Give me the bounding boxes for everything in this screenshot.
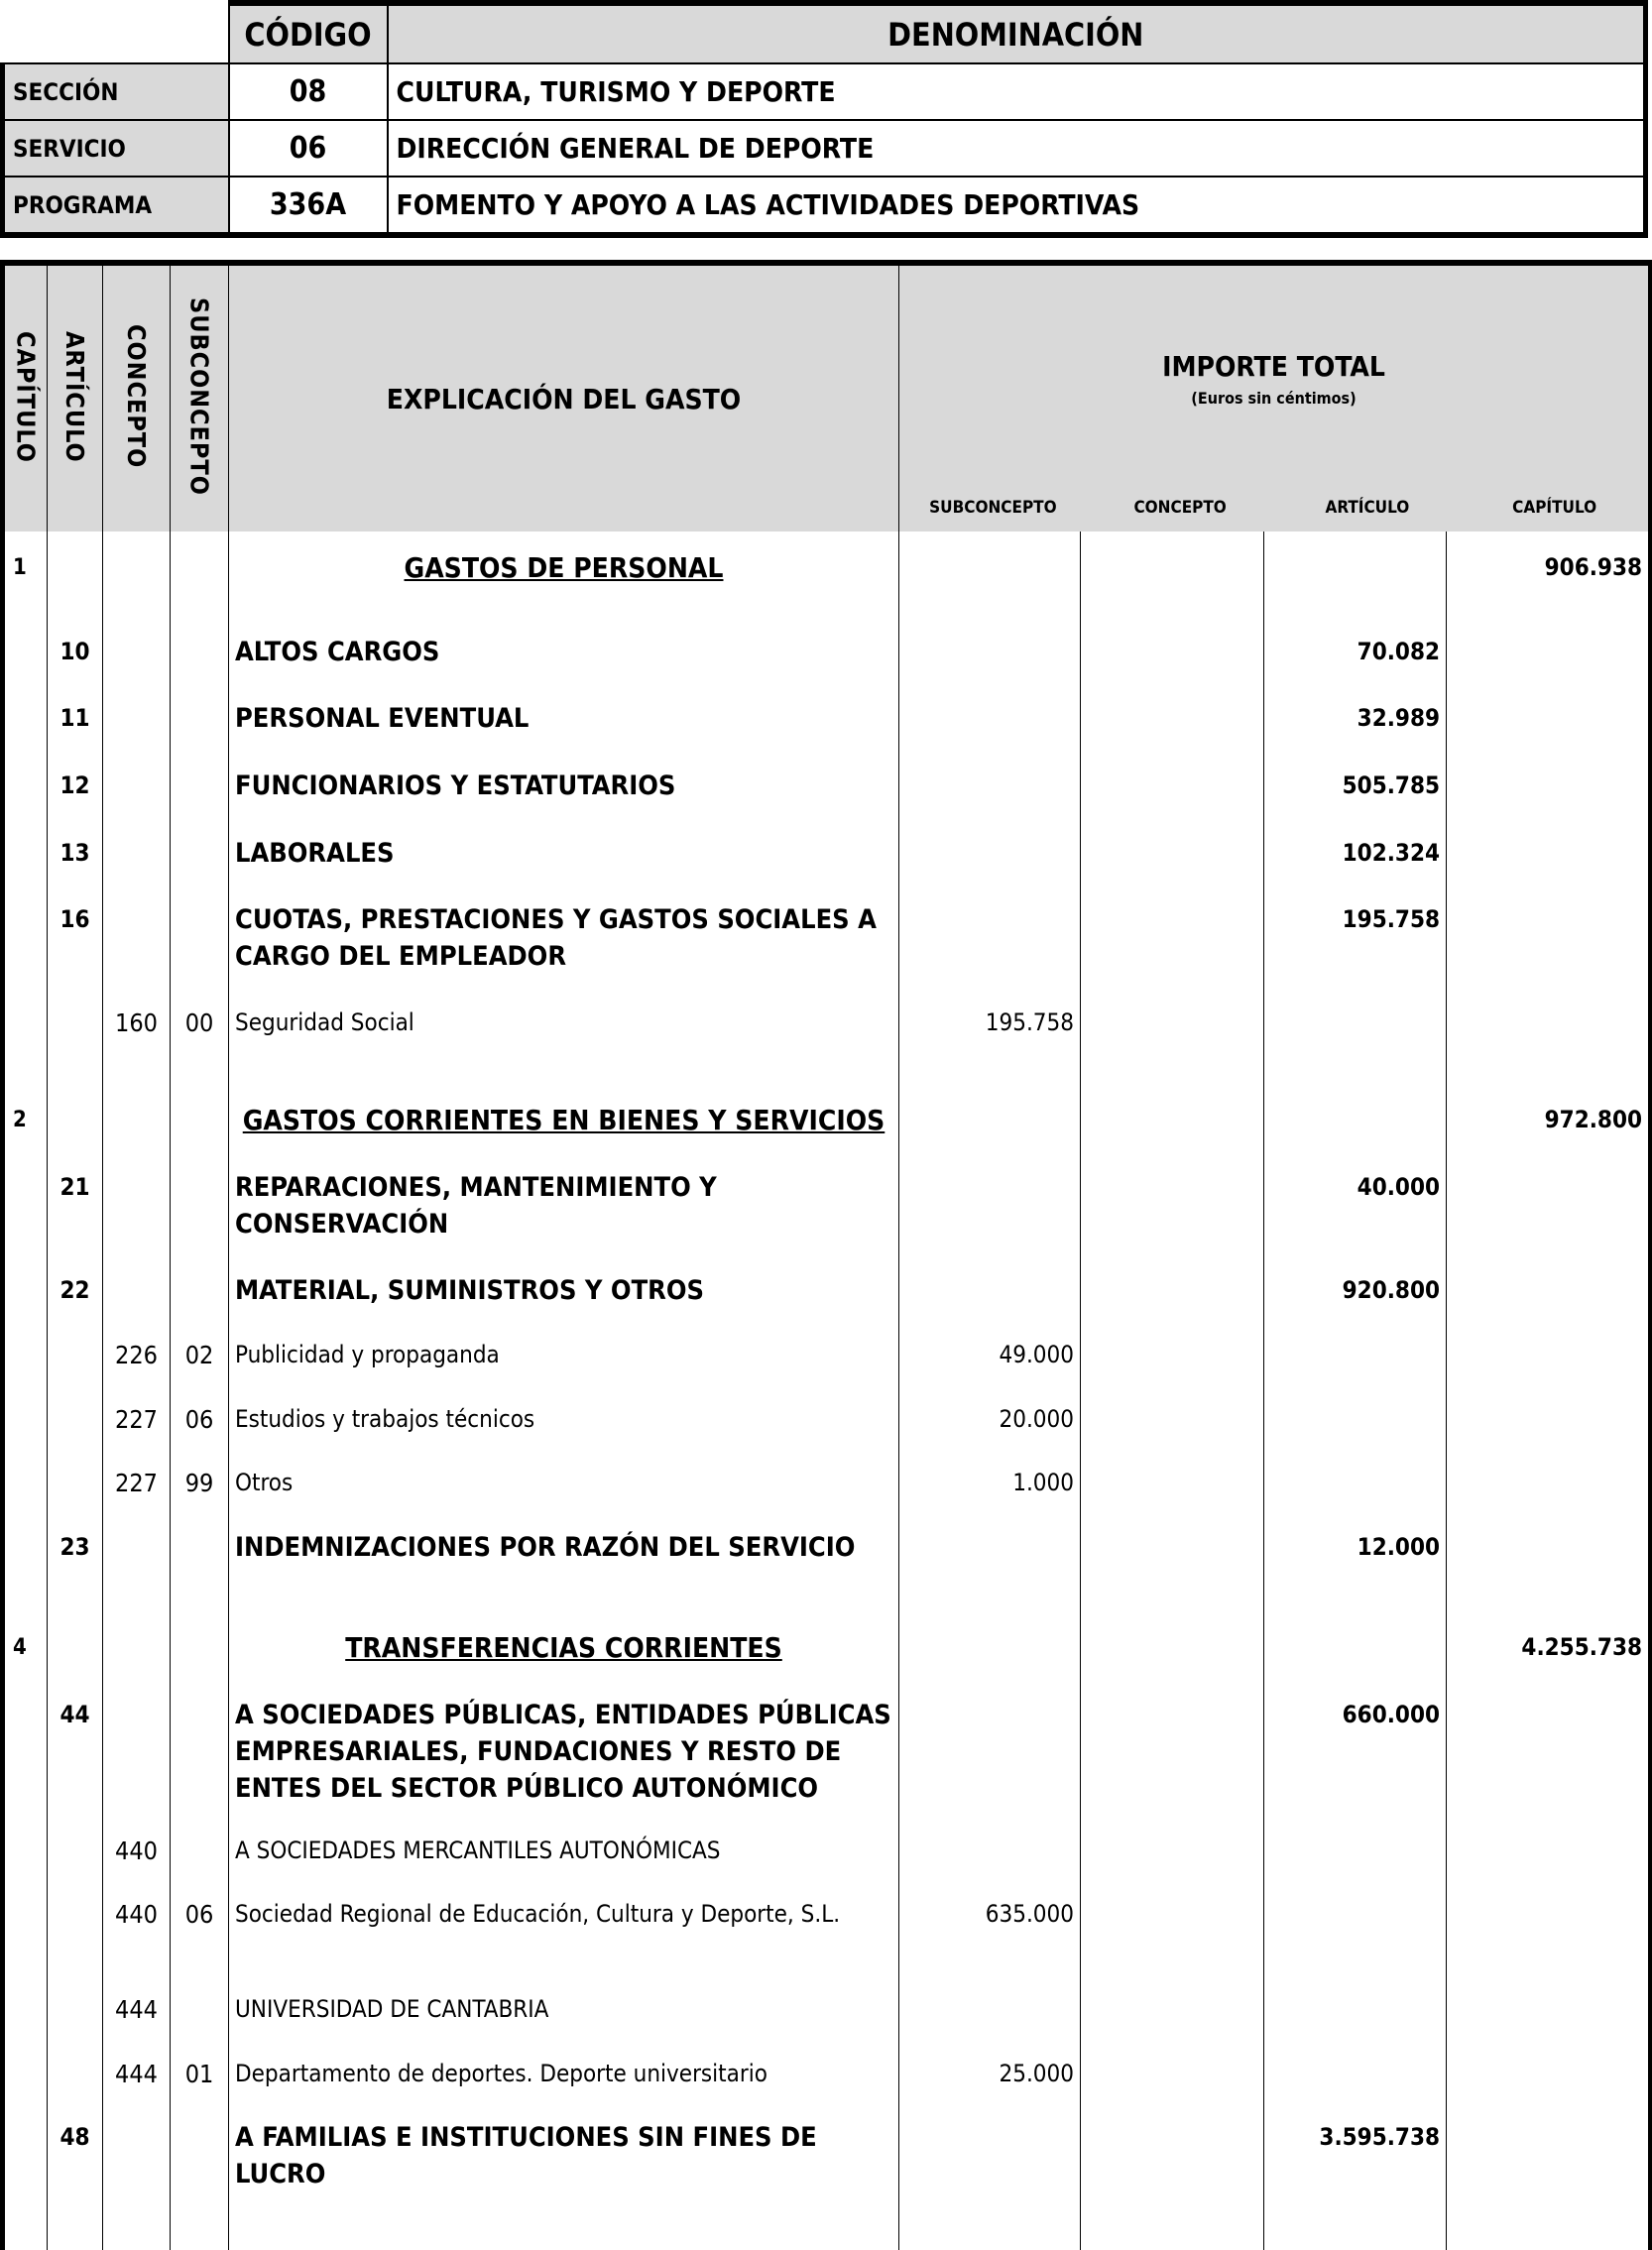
concepto-cell: [103, 532, 171, 616]
concepto-cell: [103, 1254, 171, 1319]
concepto-amount: [1081, 987, 1264, 1084]
articulo-amount: [1264, 1383, 1447, 1447]
subconcepto-amount: [899, 1511, 1081, 1611]
concepto-amount: [1081, 1151, 1264, 1254]
concepto-amount: [1081, 884, 1264, 987]
concepto-amount: [1081, 1611, 1264, 1679]
capitulo-amount: [1447, 2038, 1651, 2101]
articulo-amount: 12.000: [1264, 1511, 1447, 1611]
capitulo-cell: [3, 1151, 48, 1254]
concepto-cell: [103, 1151, 171, 1254]
article-row: [3, 817, 1651, 884]
concept-row: [3, 987, 1651, 1084]
concepto-amount: [1081, 817, 1264, 884]
subconcepto-cell: [171, 1679, 229, 1815]
amount-concepto-header: CONCEPTO: [1133, 498, 1227, 518]
capitulo-cell: [3, 1383, 48, 1447]
concepto-amount: [1081, 1254, 1264, 1319]
explicacion-cell: INDEMNIZACIONES POR RAZÓN DEL SERVICIO: [229, 1511, 899, 1611]
articulo-cell: 10: [48, 616, 103, 682]
concepto-amount: [1081, 1383, 1264, 1447]
explicacion-header: EXPLICACIÓN DEL GASTO: [229, 263, 899, 532]
articulo-amount: [1264, 987, 1447, 1084]
articulo-cell: [48, 1447, 103, 1511]
capitulo-amount: 906.938: [1447, 532, 1651, 616]
concepto-amount: [1081, 1878, 1264, 1973]
subconcepto-amount: [899, 532, 1081, 616]
capitulo-label: CAPÍTULO: [11, 330, 41, 463]
capitulo-cell: 2: [3, 1084, 48, 1151]
concepto-cell: 226: [103, 1319, 171, 1383]
concepto-cell: [103, 1611, 171, 1679]
subconcepto-cell: [171, 750, 229, 817]
articulo-amount: [1264, 1815, 1447, 1878]
concepto-cell: [103, 2101, 171, 2250]
articulo-cell: 12: [48, 750, 103, 817]
concepto-cell: [103, 682, 171, 750]
concepto-cell: [103, 1679, 171, 1815]
articulo-cell: 11: [48, 682, 103, 750]
concept-row: [3, 1383, 1651, 1447]
capitulo-amount: [1447, 1511, 1651, 1611]
blank-cell: [3, 3, 229, 63]
importe-header: [899, 263, 1651, 532]
chapter-row: [3, 1084, 1651, 1151]
explicacion-cell: REPARACIONES, MANTENIMIENTO Y CONSERVACIÓN: [229, 1151, 899, 1254]
capitulo-cell: [3, 1878, 48, 1973]
chapter-row: [3, 532, 1651, 616]
capitulo-amount: 4.255.738: [1447, 1611, 1651, 1679]
explicacion-cell: A SOCIEDADES PÚBLICAS, ENTIDADES PÚBLICAS EMPRESARIALES, FUNDACIONES Y RESTO DE ENTES DEL SECTOR PÚBLICO AUTONÓMICO: [229, 1679, 899, 1815]
articulo-amount: [1264, 1319, 1447, 1383]
row-code: 336A: [229, 177, 388, 235]
explicacion-cell: GASTOS DE PERSONAL: [229, 532, 899, 616]
concepto-amount: [1081, 750, 1264, 817]
articulo-cell: [48, 1973, 103, 2038]
subconcepto-cell: [171, 884, 229, 987]
concepto-amount: [1081, 1679, 1264, 1815]
subconcepto-amount: 20.000: [899, 1383, 1081, 1447]
concepto-cell: 444: [103, 2038, 171, 2101]
capitulo-amount: [1447, 1878, 1651, 1973]
capitulo-amount: 972.800: [1447, 1084, 1651, 1151]
concept-row: [3, 1878, 1651, 1973]
capitulo-cell: [3, 1511, 48, 1611]
concepto-cell: [103, 1084, 171, 1151]
capitulo-amount: [1447, 1973, 1651, 2038]
concepto-amount: [1081, 1319, 1264, 1383]
articulo-amount: 102.324: [1264, 817, 1447, 884]
concepto-cell: [103, 750, 171, 817]
subconcepto-amount: [899, 1815, 1081, 1878]
article-row: [3, 1511, 1651, 1611]
codigo-header: CÓDIGO: [229, 3, 388, 63]
concepto-amount: [1081, 2101, 1264, 2250]
capitulo-amount: [1447, 1319, 1651, 1383]
articulo-cell: 13: [48, 817, 103, 884]
capitulo-cell: [3, 1254, 48, 1319]
explicacion-cell: GASTOS CORRIENTES EN BIENES Y SERVICIOS: [229, 1084, 899, 1151]
concepto-cell: 440: [103, 1815, 171, 1878]
capitulo-amount: [1447, 884, 1651, 987]
row-name: FOMENTO Y APOYO A LAS ACTIVIDADES DEPORTIVAS: [388, 177, 1646, 235]
articulo-cell: 23: [48, 1511, 103, 1611]
subconcepto-cell: 99: [171, 1447, 229, 1511]
subconcepto-header: [171, 263, 229, 532]
capitulo-amount: [1447, 1447, 1651, 1511]
articulo-label: ARTÍCULO: [60, 330, 89, 463]
subconcepto-cell: 02: [171, 1319, 229, 1383]
concepto-cell: 440: [103, 1878, 171, 1973]
subconcepto-amount: [899, 2101, 1081, 2250]
articulo-amount: [1264, 1084, 1447, 1151]
explicacion-cell: Estudios y trabajos técnicos: [229, 1383, 899, 1447]
capitulo-cell: [3, 2101, 48, 2250]
capitulo-amount: [1447, 1679, 1651, 1815]
concepto-cell: [103, 1511, 171, 1611]
subconcepto-cell: [171, 1973, 229, 2038]
articulo-cell: [48, 987, 103, 1084]
articulo-amount: 505.785: [1264, 750, 1447, 817]
capitulo-cell: [3, 1447, 48, 1511]
concept-row: [3, 1973, 1651, 2038]
concepto-cell: 227: [103, 1447, 171, 1511]
explicacion-cell: TRANSFERENCIAS CORRIENTES: [229, 1611, 899, 1679]
articulo-amount: 32.989: [1264, 682, 1447, 750]
article-row: [3, 750, 1651, 817]
articulo-amount: 40.000: [1264, 1151, 1447, 1254]
amount-subconcepto-header: SUBCONCEPTO: [929, 498, 1057, 518]
capitulo-amount: [1447, 987, 1651, 1084]
servicio-row: [3, 120, 1646, 177]
subconcepto-amount: 635.000: [899, 1878, 1081, 1973]
row-code: 06: [229, 120, 388, 177]
capitulo-cell: [3, 1319, 48, 1383]
articulo-cell: [48, 2038, 103, 2101]
capitulo-cell: [3, 817, 48, 884]
subconcepto-cell: [171, 1611, 229, 1679]
concepto-amount: [1081, 2038, 1264, 2101]
explicacion-cell: Publicidad y propaganda: [229, 1319, 899, 1383]
subconcepto-amount: [899, 1084, 1081, 1151]
explicacion-cell: A SOCIEDADES MERCANTILES AUTONÓMICAS: [229, 1815, 899, 1878]
concepto-cell: [103, 817, 171, 884]
article-row: [3, 1254, 1651, 1319]
expense-table: [0, 260, 1652, 2250]
explicacion-cell: UNIVERSIDAD DE CANTABRIA: [229, 1973, 899, 2038]
capitulo-header: [3, 263, 48, 532]
explicacion-cell: A FAMILIAS E INSTITUCIONES SIN FINES DE LUCRO: [229, 2101, 899, 2250]
subconcepto-amount: [899, 616, 1081, 682]
subconcepto-amount: [899, 884, 1081, 987]
concepto-amount: [1081, 616, 1264, 682]
subconcepto-cell: [171, 1151, 229, 1254]
programa-row: [3, 177, 1646, 235]
concepto-amount: [1081, 1815, 1264, 1878]
subconcepto-cell: [171, 1815, 229, 1878]
explicacion-cell: PERSONAL EVENTUAL: [229, 682, 899, 750]
subconcepto-cell: 06: [171, 1383, 229, 1447]
articulo-cell: 22: [48, 1254, 103, 1319]
amount-articulo-header: ARTÍCULO: [1325, 498, 1410, 518]
concepto-cell: [103, 884, 171, 987]
explicacion-cell: FUNCIONARIOS Y ESTATUTARIOS: [229, 750, 899, 817]
concepto-cell: [103, 616, 171, 682]
subconcepto-amount: 195.758: [899, 987, 1081, 1084]
row-label: SECCIÓN: [3, 63, 229, 120]
subconcepto-amount: [899, 682, 1081, 750]
capitulo-cell: [3, 1973, 48, 2038]
capitulo-cell: [3, 987, 48, 1084]
subconcepto-amount: [899, 1679, 1081, 1815]
articulo-header: [48, 263, 103, 532]
concepto-amount: [1081, 532, 1264, 616]
concepto-label: CONCEPTO: [122, 324, 151, 469]
capitulo-cell: 4: [3, 1611, 48, 1679]
capitulo-amount: [1447, 750, 1651, 817]
articulo-amount: [1264, 2038, 1447, 2101]
subconcepto-cell: 06: [171, 1878, 229, 1973]
articulo-amount: 3.595.738: [1264, 2101, 1447, 2250]
row-code: 08: [229, 63, 388, 120]
concept-row: [3, 1815, 1651, 1878]
subconcepto-amount: 49.000: [899, 1319, 1081, 1383]
explicacion-cell: MATERIAL, SUMINISTROS Y OTROS: [229, 1254, 899, 1319]
explicacion-cell: Departamento de deportes. Deporte universitario: [229, 2038, 899, 2101]
row-name: DIRECCIÓN GENERAL DE DEPORTE: [388, 120, 1646, 177]
concepto-amount: [1081, 1973, 1264, 2038]
importe-title: IMPORTE TOTAL: [1162, 350, 1385, 383]
capitulo-cell: [3, 2038, 48, 2101]
subconcepto-amount: [899, 817, 1081, 884]
capitulo-cell: [3, 750, 48, 817]
articulo-cell: 21: [48, 1151, 103, 1254]
explicacion-cell: Otros: [229, 1447, 899, 1511]
explicacion-cell: CUOTAS, PRESTACIONES Y GASTOS SOCIALES A CARGO DEL EMPLEADOR: [229, 884, 899, 987]
subconcepto-cell: [171, 817, 229, 884]
concept-row: [3, 2038, 1651, 2101]
concept-row: [3, 1319, 1651, 1383]
capitulo-cell: [3, 682, 48, 750]
amount-capitulo-header: CAPÍTULO: [1512, 498, 1597, 518]
articulo-amount: 195.758: [1264, 884, 1447, 987]
concepto-amount: [1081, 1511, 1264, 1611]
subconcepto-cell: [171, 1254, 229, 1319]
capitulo-amount: [1447, 1151, 1651, 1254]
capitulo-cell: [3, 616, 48, 682]
subconcepto-cell: [171, 682, 229, 750]
explicacion-cell: ALTOS CARGOS: [229, 616, 899, 682]
concept-row: [3, 1447, 1651, 1511]
capitulo-cell: [3, 1679, 48, 1815]
capitulo-amount: [1447, 1815, 1651, 1878]
subconcepto-amount: 25.000: [899, 2038, 1081, 2101]
chapter-row: [3, 1611, 1651, 1679]
denominacion-header: DENOMINACIÓN: [388, 3, 1646, 63]
concepto-amount: [1081, 682, 1264, 750]
articulo-amount: [1264, 1447, 1447, 1511]
capitulo-cell: [3, 1815, 48, 1878]
program-header-table: [0, 0, 1648, 238]
importe-note: (Euros sin céntimos): [1191, 389, 1357, 408]
concepto-header: [103, 263, 171, 532]
articulo-amount: [1264, 1878, 1447, 1973]
capitulo-amount: [1447, 817, 1651, 884]
subconcepto-label: SUBCONCEPTO: [184, 297, 214, 496]
article-row: [3, 2101, 1651, 2250]
capitulo-cell: 1: [3, 532, 48, 616]
articulo-cell: [48, 1084, 103, 1151]
articulo-cell: [48, 1611, 103, 1679]
explicacion-cell: Sociedad Regional de Educación, Cultura y Deporte, S.L.: [229, 1878, 899, 1973]
article-row: [3, 682, 1651, 750]
subconcepto-amount: [899, 1254, 1081, 1319]
articulo-cell: [48, 532, 103, 616]
concepto-cell: 227: [103, 1383, 171, 1447]
articulo-cell: 16: [48, 884, 103, 987]
article-row: [3, 884, 1651, 987]
articulo-cell: [48, 1319, 103, 1383]
subconcepto-cell: 00: [171, 987, 229, 1084]
row-label: SERVICIO: [3, 120, 229, 177]
explicacion-cell: Seguridad Social: [229, 987, 899, 1084]
subconcepto-cell: [171, 1084, 229, 1151]
concepto-amount: [1081, 1447, 1264, 1511]
explicacion-cell: LABORALES: [229, 817, 899, 884]
seccion-row: [3, 63, 1646, 120]
subconcepto-cell: [171, 1511, 229, 1611]
articulo-amount: 660.000: [1264, 1679, 1447, 1815]
articulo-cell: [48, 1878, 103, 1973]
subconcepto-cell: [171, 2101, 229, 2250]
subconcepto-amount: [899, 1973, 1081, 2038]
subconcepto-cell: 01: [171, 2038, 229, 2101]
subconcepto-cell: [171, 616, 229, 682]
capitulo-amount: [1447, 2101, 1651, 2250]
capitulo-amount: [1447, 1383, 1651, 1447]
concepto-cell: 444: [103, 1973, 171, 2038]
subconcepto-amount: 1.000: [899, 1447, 1081, 1511]
article-row: [3, 1151, 1651, 1254]
subconcepto-amount: [899, 750, 1081, 817]
subconcepto-amount: [899, 1611, 1081, 1679]
articulo-cell: [48, 1815, 103, 1878]
articulo-cell: [48, 1383, 103, 1447]
capitulo-amount: [1447, 682, 1651, 750]
capitulo-amount: [1447, 616, 1651, 682]
article-row: [3, 1679, 1651, 1815]
articulo-amount: 920.800: [1264, 1254, 1447, 1319]
subconcepto-amount: [899, 1151, 1081, 1254]
articulo-cell: 48: [48, 2101, 103, 2250]
articulo-amount: [1264, 532, 1447, 616]
capitulo-cell: [3, 884, 48, 987]
articulo-amount: [1264, 1973, 1447, 2038]
concepto-cell: 160: [103, 987, 171, 1084]
articulo-amount: 70.082: [1264, 616, 1447, 682]
articulo-amount: [1264, 1611, 1447, 1679]
article-row: [3, 616, 1651, 682]
articulo-cell: 44: [48, 1679, 103, 1815]
capitulo-amount: [1447, 1254, 1651, 1319]
subconcepto-cell: [171, 532, 229, 616]
row-label: PROGRAMA: [3, 177, 229, 235]
concepto-amount: [1081, 1084, 1264, 1151]
row-name: CULTURA, TURISMO Y DEPORTE: [388, 63, 1646, 120]
